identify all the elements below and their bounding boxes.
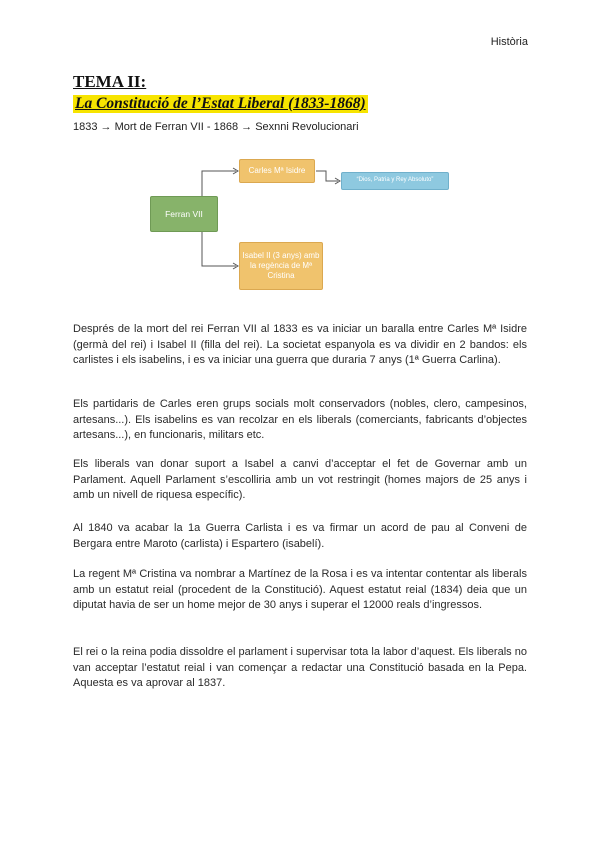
paragraph: Els partidaris de Carles eren grups socials molt conservadors (nobles, clero, campesinos, artesans...). Els isabelins es van recolzar en els liberals (comerciants, fabricants d’objectes artesans...), en funcionaris, militars etc. [73,398,527,441]
connector-to-carles [202,171,236,196]
diagram-node-carles: Carles Mª Isidre [239,159,315,183]
diagram-node-isabel: Isabel II (3 anys) amb la regència de Mª Cristina [239,242,323,290]
paragraph: Els liberals van donar suport a Isabel a canvi d’acceptar el fet de Governar amb un Parlament. Aquell Parlament s’escolliria amb un vot restringit (homes majors de 25 anys i amb un nivell de riquesa específic). [73,458,527,501]
page-title: TEMA II: [73,72,147,91]
diagram-node-ferran: Ferran VII [150,196,218,232]
page-header-subject: Història [490,36,528,48]
connector-to-isabel [202,232,236,266]
timeline-line: 1833 → Mort de Ferran VII - 1868 → Sexnni Revolucionari [73,121,359,133]
paragraph: Després de la mort del rei Ferran VII al 1833 es va iniciar un baralla entre Carles Mª Isidre (germà del rei) i Isabel II (filla del rei). La societat espanyola es va dividir en 2 bandos: els carlistes i els isabelins, i es va iniciar una guerra que duraria 7 anys (1ª Guerra Carlina). [73,323,527,366]
paragraph: La regent Mª Cristina va nombrar a Martínez de la Rosa i es va intentar contentar als liberals amb un estatut reial (procedent de la Constitució). Aquest estatut reial (1834) deia que un diputat havia de ser un home mejor de 30 anys i superar el 12000 reals d’ingressos. [73,568,527,611]
paragraph: El rei o la reina podia dissoldre el parlament i supervisar tota la labor d’aquest. Els liberals no van acceptar l’estatut reial i van començar a redactar una Constitució basada en la Pepa. Aquesta es va aprovar al 1837. [73,646,527,689]
connector-to-quote [316,171,338,181]
paragraph: Al 1840 va acabar la 1a Guerra Carlista i es va firmar un acord de pau al Conveni de Bergara entre Maroto (carlista) i Espartero (isabelí). [73,522,527,550]
diagram-node-carlist-motto: “Dios, Patria y Rey Absoluto” [341,172,449,190]
page-subtitle: La Constitució de l’Estat Liberal (1833-1868) [75,95,366,112]
